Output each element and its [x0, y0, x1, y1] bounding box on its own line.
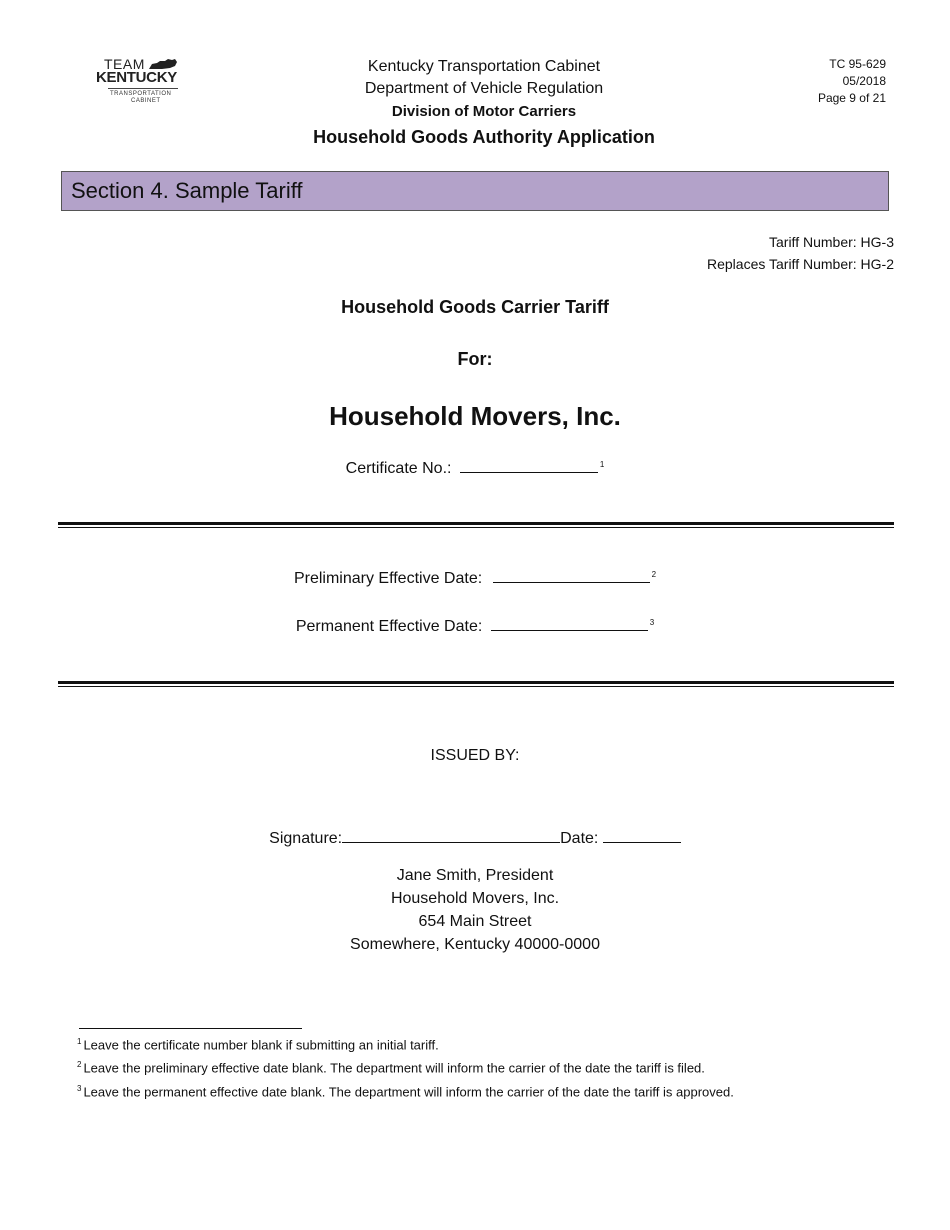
form-id-block [818, 56, 886, 107]
company-name: Household Movers, Inc. [329, 401, 621, 431]
logo-sub-text-2: CABINET [131, 98, 161, 104]
permanent-date-line [0, 617, 950, 636]
footnote-1-text: Leave the certificate number blank if submitting an initial tariff. [83, 1037, 439, 1053]
permanent-date-label: Permanent Effective Date: [295, 618, 483, 635]
form-date: 05/2018 [842, 74, 886, 88]
issued-by-label: ISSUED BY: [430, 747, 520, 764]
header-form-title: Household Goods Authority Application [313, 127, 655, 147]
for-label: For: [457, 349, 493, 369]
double-rule-bottom [58, 681, 894, 687]
preliminary-date-line [0, 569, 950, 588]
signature-label: Signature: [269, 830, 343, 847]
tariff-number: Tariff Number: HG-3 [769, 234, 894, 250]
preliminary-date-label: Preliminary Effective Date: [293, 570, 483, 587]
footnote-ref-3: 3 [649, 617, 655, 627]
issuer-street: 654 Main Street [418, 913, 532, 930]
header-agency: Kentucky Transportation Cabinet [367, 58, 601, 75]
signature-line [0, 829, 950, 848]
date-label: Date: [560, 830, 599, 847]
replaces-tariff-number: Replaces Tariff Number: HG-2 [707, 256, 894, 272]
footnote-1-number: 1 [77, 1037, 82, 1046]
footnote-3 [77, 1084, 734, 1099]
footnote-2-text: Leave the preliminary effective date blank. The department will inform the carrier of the date the tariff is filed. [83, 1060, 705, 1076]
double-rule-top [58, 522, 894, 528]
footnote-ref-1: 1 [599, 459, 605, 469]
certificate-line [0, 459, 950, 478]
section-title: Section 4. Sample Tariff [71, 178, 303, 203]
page-number: Page 9 of 21 [817, 91, 886, 105]
certificate-number-field[interactable] [460, 459, 598, 473]
signature-date-field[interactable] [603, 829, 681, 843]
footnote-3-text: Leave the permanent effective date blank. The department will inform the carrier of the date the tariff is approved. [83, 1084, 734, 1100]
footnote-ref-2: 2 [651, 569, 657, 579]
logo-kentucky-text: KENTUCKY [96, 69, 177, 86]
issuer-city: Somewhere, Kentucky 40000-0000 [350, 936, 600, 953]
footnote-3-number: 3 [77, 1084, 82, 1093]
form-number: TC 95-629 [829, 57, 886, 71]
tariff-numbers [707, 231, 894, 275]
issuer-name: Jane Smith, President [396, 867, 554, 884]
permanent-date-field[interactable] [491, 617, 648, 631]
footnote-2-number: 2 [77, 1060, 82, 1069]
footnote-separator [79, 1028, 302, 1029]
certificate-label: Certificate No.: [345, 460, 452, 477]
footnote-1 [77, 1037, 439, 1052]
section-header-bar [61, 171, 889, 211]
team-kentucky-logo [96, 56, 190, 108]
header-department: Department of Vehicle Regulation [364, 80, 604, 97]
logo-sub-text: TRANSPORTATION [110, 91, 172, 97]
signature-field[interactable] [342, 829, 560, 843]
preliminary-date-field[interactable] [493, 569, 650, 583]
issuer-block [0, 864, 950, 956]
logo-divider [108, 88, 178, 89]
issuer-company: Household Movers, Inc. [390, 890, 560, 907]
footnote-2 [77, 1060, 705, 1075]
logo-team-text: TEAM [104, 56, 145, 72]
header-division: Division of Motor Carriers [391, 103, 577, 120]
tariff-heading: Household Goods Carrier Tariff [341, 297, 609, 317]
